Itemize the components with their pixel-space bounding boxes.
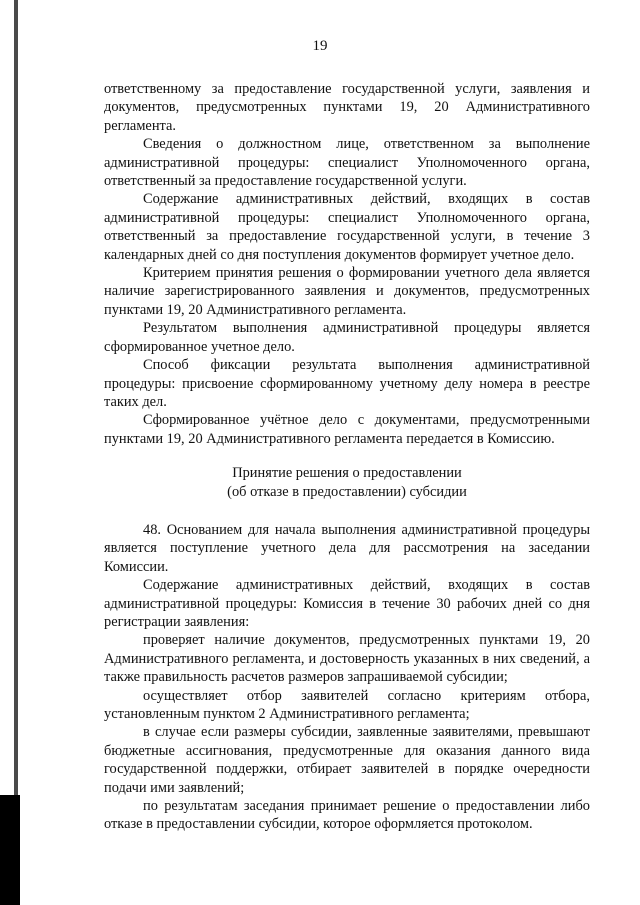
section-heading-line: Принятие решения о предоставлении [232, 465, 462, 482]
list-item: по результатам заседания принимает решение о предоставлении либо отказе в предоставлении субсидии, которое оформляется протоколом. [104, 798, 590, 833]
list-item: проверяет наличие документов, предусмотренных пунктами 19, 20 Административного регламента, и достоверность указанных в них сведений, а также правильность расчетов размеров запрашиваемой субсидии; [104, 632, 590, 686]
list-item: осуществляет отбор заявителей согласно критериям отбора, установленным пунктом 2 Административного регламента; [104, 687, 590, 722]
paragraph: Содержание административных действий, входящих в состав административной процедуры: Комиссия в течение 30 рабочих дней со дня регистрации заявления: [104, 577, 590, 630]
paragraph: Сформированное учётное дело с документами, предусмотренными пунктами 19, 20 Административного регламента передается в Комиссию. [104, 412, 590, 447]
list-item: в случае если размеры субсидии, заявленные заявителями, превышают бюджетные ассигнования, предусмотренные для оказания данного вида государственной поддержки, отбирает заявителей в порядке очередности подачи ими заявлений; [104, 724, 590, 796]
scan-edge-shadow [0, 795, 20, 905]
page-number: 19 [312, 38, 328, 54]
paragraph: Сведения о должностном лице, ответственном за выполнение административной процедуры: специалист Уполномоченного органа, ответственный за предоставление государственной услуги. [104, 136, 590, 190]
paragraph: ответственному за предоставление государственной услуги, заявления и документов, предусмотренных пунктами 19, 20 Административного регламента. [104, 81, 590, 134]
scan-edge-line [14, 0, 18, 905]
paragraph: Содержание административных действий, входящих в состав административной процедуры: специалист Уполномоченного органа, ответственный за предоставление государственной услуги, в течение 3 календарных дней со дня поступления документов формирует учетное дело. [104, 191, 590, 263]
paragraph: Способ фиксации результата выполнения административной процедуры: присвоение сформированному учетному делу номера в реестре таких дел. [104, 357, 590, 410]
paragraph: 48. Основанием для начала выполнения административной процедуры является поступление учетного дела для рассмотрения на заседании Комиссии. [104, 521, 590, 575]
document-body [104, 80, 590, 834]
paragraph: Результатом выполнения административной процедуры является сформированное учетное дело. [104, 320, 590, 355]
section-heading [104, 464, 590, 501]
paragraph: Критерием принятия решения о формировании учетного дела является наличие зарегистрированного заявления и документов, предусмотренных пунктами 19, 20 Административного регламента. [104, 265, 590, 318]
section-heading-line: (об отказе в предоставлении) субсидии [227, 483, 467, 500]
